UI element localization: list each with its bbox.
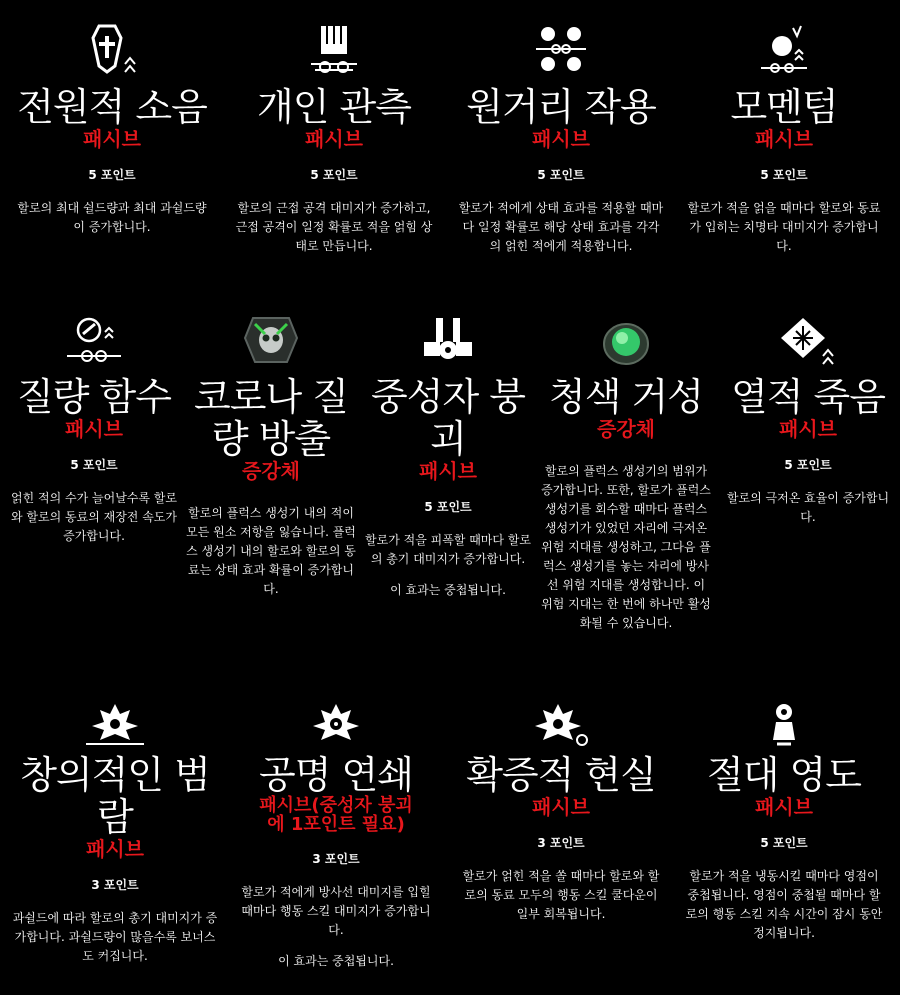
skill-title: 원거리 작용 xyxy=(466,85,656,129)
skill-description: 과쉴드에 따라 할로의 총기 대미지가 증가합니다. 과쉴드량이 많을수록 보너스도 커집니다. xyxy=(12,911,218,963)
frozen-figure-icon xyxy=(749,700,819,748)
skill-kind: 패시브 xyxy=(83,127,141,151)
skill-title: 모멘텀 xyxy=(730,85,838,129)
skill-card[interactable] xyxy=(682,700,886,943)
skill-description: 할로가 적에게 방사선 대미지를 입힐 때마다 행동 스킬 대미지가 증가합니다. xyxy=(241,885,431,937)
skill-kind: 패시브 xyxy=(755,795,813,819)
skill-kind: 패시브 xyxy=(305,127,363,151)
skill-points: 5 포인트 xyxy=(760,836,808,850)
skill-points: 5 포인트 xyxy=(537,168,585,182)
green-orb-icon xyxy=(596,312,656,370)
skill-description: 할로의 극저온 효율이 증가합니다. xyxy=(726,491,890,524)
skill-kind: 증강체 xyxy=(242,459,300,483)
skill-title: 중성자 붕괴 xyxy=(371,375,525,461)
skill-points: 5 포인트 xyxy=(424,500,472,514)
skill-points: 5 포인트 xyxy=(70,458,118,472)
skill-card[interactable] xyxy=(540,312,712,633)
skill-points: 5 포인트 xyxy=(310,168,358,182)
skill-kind: 패시브 xyxy=(532,795,590,819)
ice-burst-icon xyxy=(80,700,150,748)
skill-description: 할로의 근접 공격 대미지가 증가하고, 근접 공격이 일정 확률로 적을 얽힘 상태로 만듭니다. xyxy=(235,201,433,253)
skill-kind: 패시브 xyxy=(419,459,477,483)
skill-title: 절대 영도 xyxy=(707,753,861,797)
shield-cross-icon xyxy=(77,20,147,80)
skill-title: 개인 관측 xyxy=(257,85,411,129)
skill-card[interactable] xyxy=(682,20,886,256)
skull-icon xyxy=(749,20,819,80)
skill-description: 얽힌 적의 수가 늘어날수록 할로와 할로의 동료의 재장전 속도가 증가합니다. xyxy=(11,491,177,543)
skill-points: 5 포인트 xyxy=(784,458,832,472)
skill-title: 코로나 질량 방출 xyxy=(194,375,348,461)
skill-kind: 패시브(중성자 붕괴에 1포인트 필요) xyxy=(259,795,413,835)
skill-points: 3 포인트 xyxy=(312,852,360,866)
skill-card[interactable] xyxy=(724,312,892,527)
skill-title: 청색 거성 xyxy=(549,375,703,419)
skill-description: 할로가 적에게 상태 효과를 적용할 때마다 일정 확률로 해당 상태 효과를 각각의 얽힌 적에게 적용합니다. xyxy=(458,201,664,253)
skill-title: 열적 죽음 xyxy=(731,375,885,419)
skill-note: 이 효과는 중첩됩니다. xyxy=(390,583,506,597)
skill-card[interactable] xyxy=(234,700,438,971)
radiation-icon xyxy=(418,312,478,370)
skill-title: 공명 연쇄 xyxy=(259,753,413,797)
skill-kind: 패시브 xyxy=(779,417,837,441)
skill-note: 이 효과는 중첩됩니다. xyxy=(278,954,394,968)
fist-icon xyxy=(299,20,369,80)
skill-card[interactable] xyxy=(458,700,664,924)
skill-description: 할로의 플럭스 생성기의 범위가 증가합니다. 또한, 할로가 플럭스 생성기를 회수할 때마다 플럭스 생성기가 있었던 자리에 극저온 위험 지대를 생성하고, 그다음 플럭스 생성기를 놓는 자리에 방사선 위험 지대를 생성합니다. 이 위험 지대는 한 번에 하나만 활성화될 수 있습니다. xyxy=(541,464,711,630)
skill-description: 할로가 적을 냉동시킬 때마다 영점이 중첩됩니다. 영점이 중첩될 때마다 할로의 행동 스킬 지속 시간이 잠시 동안 정지됩니다. xyxy=(685,869,883,940)
gear-burst-icon xyxy=(526,700,596,748)
skill-points: 5 포인트 xyxy=(760,168,808,182)
skill-title: 확증적 현실 xyxy=(466,753,656,797)
orbit-icon xyxy=(59,312,129,370)
skill-description: 할로의 최대 쉴드량과 최대 과쉴드량이 증가합니다. xyxy=(17,201,207,234)
skill-title: 전원적 소음 xyxy=(17,85,207,129)
skill-card[interactable] xyxy=(8,312,180,546)
skill-description: 할로가 얽힌 적을 쏠 때마다 할로와 할로의 동료 모두의 행동 스킬 쿨다운이 일부 회복됩니다. xyxy=(462,869,660,921)
skill-kind: 패시브 xyxy=(65,417,123,441)
snowflake-icon xyxy=(773,312,843,370)
skill-title: 질량 함수 xyxy=(17,375,171,419)
skill-kind: 패시브 xyxy=(86,837,144,861)
green-skull-icon xyxy=(241,312,301,370)
skill-description: 할로의 플럭스 생성기 내의 적이 모든 원소 저항을 잃습니다. 플럭스 생성기 내의 할로와 할로의 동료는 상태 효과 확률이 증가합니다. xyxy=(186,506,356,596)
skill-points: 5 포인트 xyxy=(88,168,136,182)
skill-description: 할로가 적을 얽을 때마다 할로와 동료가 입히는 치명타 대미지가 증가합니다. xyxy=(687,201,881,253)
skill-card[interactable] xyxy=(186,312,356,599)
skill-points: 3 포인트 xyxy=(537,836,585,850)
skill-card[interactable] xyxy=(10,700,220,966)
skulls-icon xyxy=(526,20,596,80)
skill-card[interactable] xyxy=(458,20,664,256)
skill-card[interactable] xyxy=(234,20,434,256)
skill-title: 창의적인 범람 xyxy=(20,753,210,839)
skill-kind: 패시브 xyxy=(532,127,590,151)
skill-kind: 증강체 xyxy=(597,417,655,441)
skill-description: 할로가 적을 피폭할 때마다 할로의 총기 대미지가 증가합니다. xyxy=(365,533,531,566)
skill-card[interactable] xyxy=(12,20,212,237)
skill-points: 3 포인트 xyxy=(91,878,139,892)
skill-card[interactable] xyxy=(362,312,534,600)
radiation-burst-icon xyxy=(301,700,371,748)
skill-kind: 패시브 xyxy=(755,127,813,151)
